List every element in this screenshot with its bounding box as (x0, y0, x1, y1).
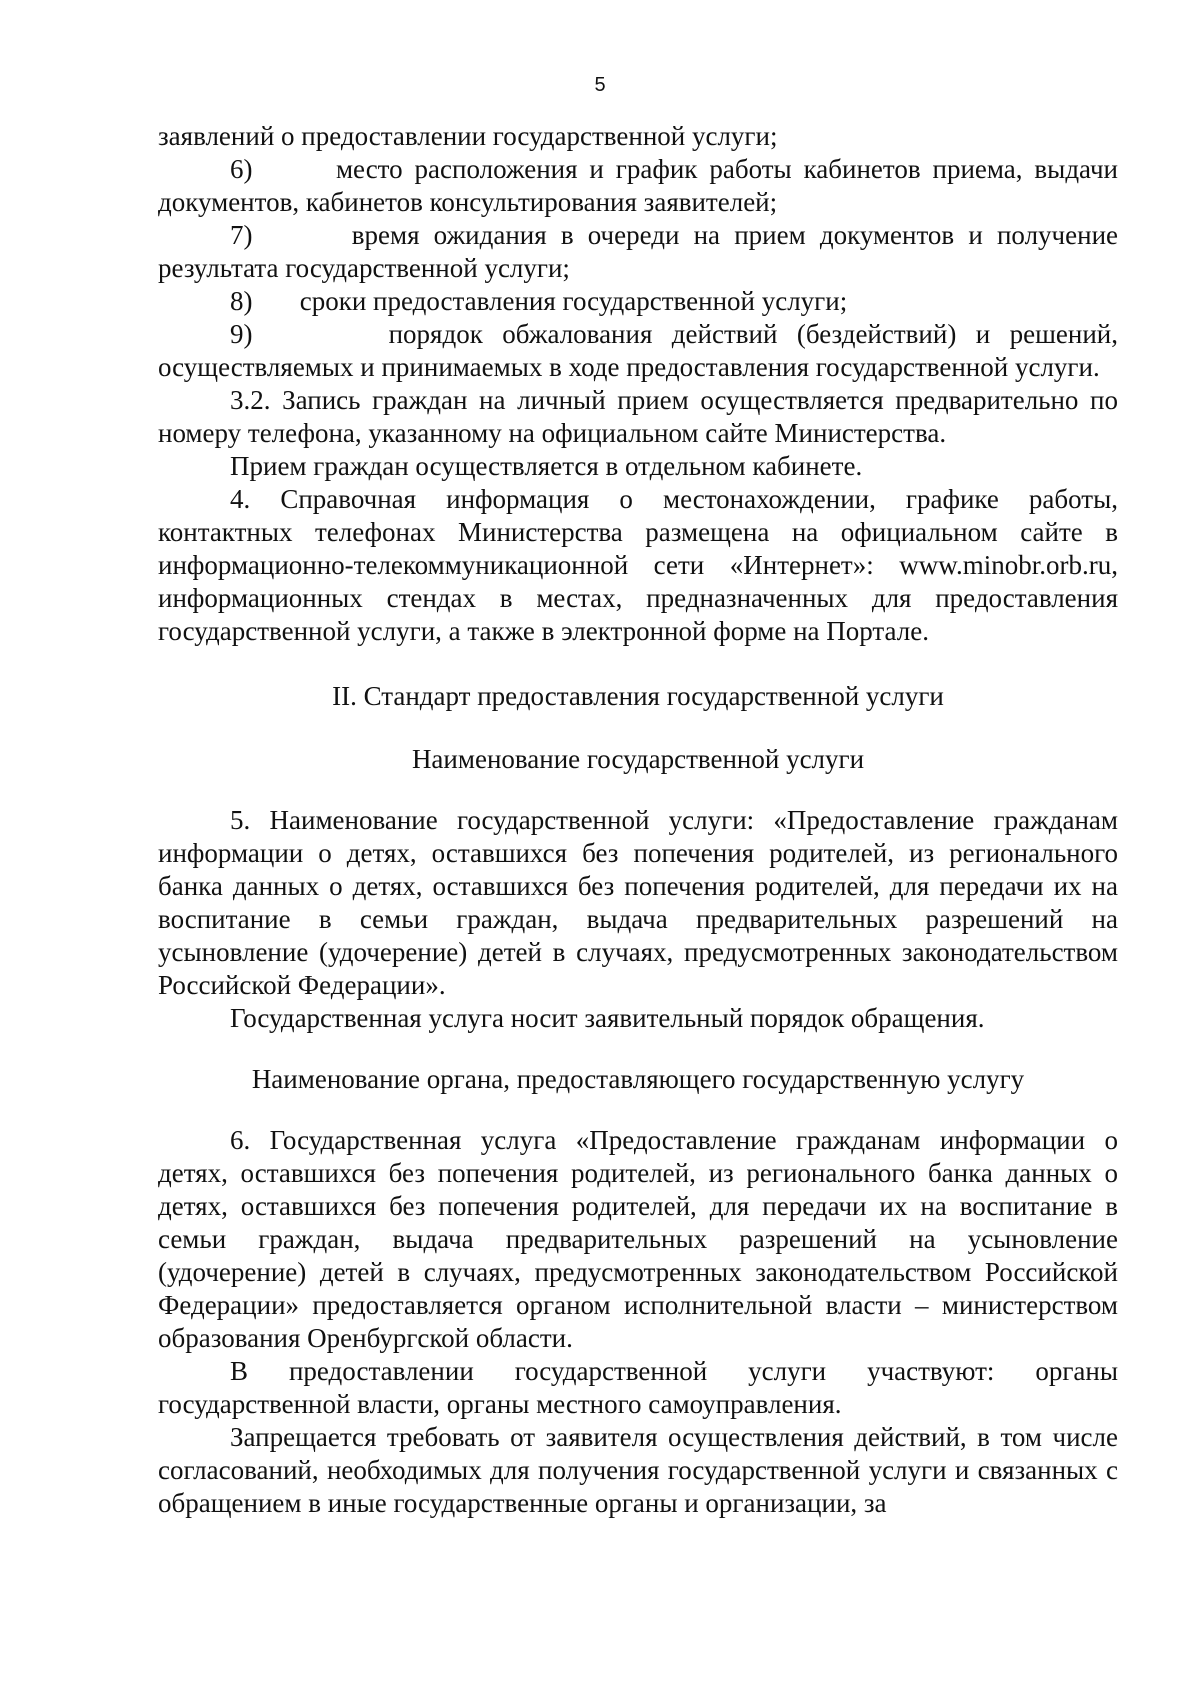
list-item (158, 219, 1118, 285)
paragraph-4: 4. Справочная информация о местонахождении, графике работы, контактных телефонах Министерства размещена на официальном сайте в информационно-телекоммуникационной сети «Интернет»: www.minobr.orb.ru, информационных стендах в местах, предназначенных для предоставления государственной услуги, а также в электронной форме на Портале. (158, 484, 1118, 646)
subheading-service-body: Наименование органа, предоставляющего государственную услугу (251, 1064, 1025, 1094)
list-item-number: 6) (230, 154, 253, 184)
list-item-text: порядок обжалования действий (бездействий) и решений, осуществляемых и принимаемых в ходе предоставления государственной услуги. (158, 319, 1118, 382)
list-item-number: 9) (230, 319, 253, 349)
subheading-service-name: Наименование государственной услуги (411, 744, 865, 774)
paragraph-5: 5. Наименование государственной услуги: «Предоставление гражданам информации о детях, оставшихся без попечения родителей, из регионального банка данных о детях, оставшихся без попечения родителей, для передачи их на воспитание в семьи граждан, выдача предварительных разрешений на усыновление (удочерение) детей в случаях, предусмотренных законодательством Российской Федерации». (158, 805, 1118, 1000)
list-item (158, 153, 1118, 219)
list-item-number: 8) (230, 286, 253, 316)
paragraph-6-prohibited: Запрещается требовать от заявителя осуществления действий, в том числе согласований, необходимых для получения государственной услуги и связанных с обращением в иные государственные органы и организации, за (158, 1422, 1118, 1518)
paragraph-6: 6. Государственная услуга «Предоставление гражданам информации о детях, оставшихся без попечения родителей, из регионального банка данных о детях, оставшихся без попечения родителей, для передачи их на воспитание в семьи граждан, выдача предварительных разрешений на усыновление (удочерение) детей в случаях, предусмотренных законодательством Российской Федерации» предоставляется органом исполнительной власти – министерством образования Оренбургской области. (158, 1125, 1118, 1353)
list-item (158, 285, 1118, 318)
paragraph-3-2: 3.2. Запись граждан на личный прием осуществляется предварительно по номеру телефона, указанному на официальном сайте Министерства. (158, 385, 1118, 448)
paragraph-5-order: Государственная услуга носит заявительный порядок обращения. (230, 1003, 985, 1033)
document-body (158, 120, 1118, 1520)
list-item-text: время ожидания в очереди на прием документов и получение результата государственной услуги; (158, 220, 1119, 283)
paragraph-6-participants: В предоставлении государственной услуги участвуют: органы государственной власти, органы местного самоуправления. (158, 1356, 1118, 1419)
page-number: 5 (594, 74, 606, 96)
list-item-number: 7) (230, 220, 253, 250)
section-heading: II. Стандарт предоставления государственной услуги (332, 681, 944, 711)
list-item (158, 318, 1118, 384)
list-item-text: место расположения и график работы кабинетов приема, выдачи документов, кабинетов консультирования заявителей; (158, 154, 1118, 217)
paragraph-continuation: заявлений о предоставлении государственной услуги; (158, 121, 778, 151)
list-item-text: сроки предоставления государственной услуги; (299, 286, 848, 316)
paragraph-reception: Прием граждан осуществляется в отдельном кабинете. (230, 451, 863, 481)
